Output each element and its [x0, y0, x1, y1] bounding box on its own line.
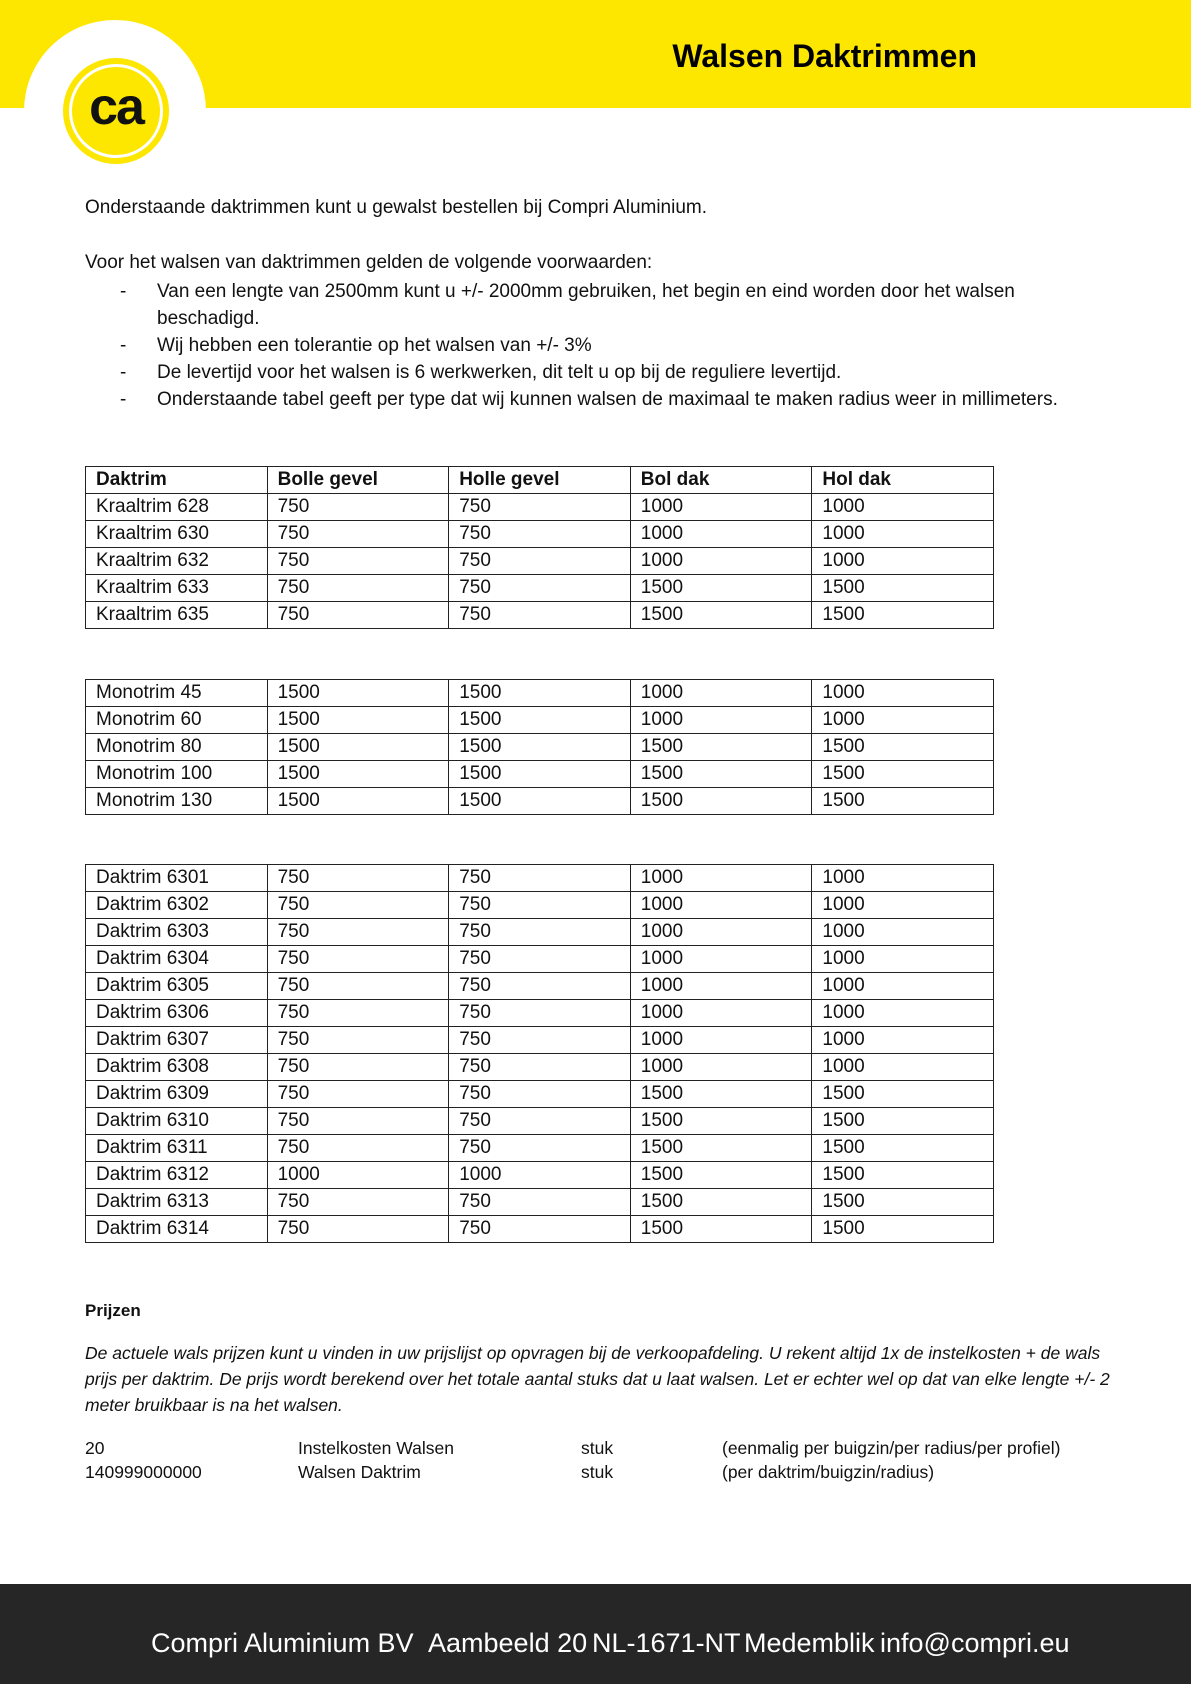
radius-value-cell: 750 — [267, 575, 449, 602]
radius-value-cell: 750 — [449, 548, 631, 575]
trim-name-cell: Kraaltrim 632 — [86, 548, 268, 575]
radius-value-cell: 1000 — [630, 1054, 812, 1081]
radius-value-cell: 750 — [267, 919, 449, 946]
radius-value-cell: 1500 — [630, 1216, 812, 1243]
radius-value-cell: 1500 — [267, 680, 449, 707]
radius-value-cell: 1500 — [812, 734, 994, 761]
radius-value-cell: 1500 — [267, 761, 449, 788]
table-row — [86, 892, 994, 919]
radius-value-cell: 750 — [267, 548, 449, 575]
radius-value-cell: 1500 — [449, 707, 631, 734]
header-cell-holle-gevel: Holle gevel — [449, 467, 631, 494]
radius-value-cell: 750 — [267, 865, 449, 892]
logo-text: ca — [89, 78, 143, 136]
radius-value-cell: 1500 — [630, 602, 812, 629]
radius-value-cell: 1000 — [812, 1054, 994, 1081]
trim-name-cell: Daktrim 6305 — [86, 973, 268, 1000]
table-row — [86, 602, 994, 629]
radius-value-cell: 1000 — [812, 892, 994, 919]
radius-value-cell: 1000 — [812, 1000, 994, 1027]
table-row — [86, 788, 994, 815]
prices-text: De actuele wals prijzen kunt u vinden in uw prijslijst op opvragen bij de verkoopafdeling. U rekent altijd 1x de instelkosten + de wals prijs per daktrim. De prijs wordt berekend over het totale aantal stuks dat u laat walsen. Let er echter wel op dat van elke lengte +/- 2 meter bruikbaar is na het walsen. — [85, 1343, 1110, 1415]
footer-postcode: NL-1671-NT — [592, 1628, 741, 1658]
trim-name-cell: Daktrim 6311 — [86, 1135, 268, 1162]
radius-value-cell: 750 — [449, 494, 631, 521]
trim-name-cell: Monotrim 100 — [86, 761, 268, 788]
radius-value-cell: 1500 — [812, 1162, 994, 1189]
radius-value-cell: 750 — [449, 1216, 631, 1243]
radius-table-kraaltrim — [85, 466, 994, 629]
radius-value-cell: 1500 — [449, 788, 631, 815]
radius-value-cell: 750 — [449, 1189, 631, 1216]
radius-value-cell: 1000 — [630, 973, 812, 1000]
page-title: Walsen Daktrimmen — [672, 38, 977, 74]
radius-value-cell: 1000 — [812, 680, 994, 707]
table-row — [86, 1027, 994, 1054]
radius-value-cell: 750 — [449, 1135, 631, 1162]
table-row — [86, 734, 994, 761]
table-row — [86, 946, 994, 973]
radius-value-cell: 1000 — [630, 919, 812, 946]
table-row — [86, 1162, 994, 1189]
radius-value-cell: 1500 — [812, 602, 994, 629]
condition-item: - De levertijd voor het walsen is 6 werkwerken, dit telt u op bij de reguliere levertijd. — [85, 359, 1105, 386]
table-row — [86, 865, 994, 892]
radius-table-monotrim — [85, 679, 994, 815]
table-row — [86, 1189, 994, 1216]
radius-value-cell: 750 — [449, 1081, 631, 1108]
price-note: (eenmalig per buigzin/per radius/per profiel) — [722, 1438, 1061, 1458]
radius-value-cell: 750 — [449, 892, 631, 919]
footer-email: info@compri.eu — [880, 1628, 1070, 1658]
radius-value-cell: 750 — [449, 521, 631, 548]
radius-value-cell: 750 — [267, 1054, 449, 1081]
conditions-heading: Voor het walsen van daktrimmen gelden de volgende voorwaarden: — [85, 252, 653, 273]
radius-value-cell: 1500 — [449, 734, 631, 761]
radius-value-cell: 750 — [449, 1108, 631, 1135]
radius-value-cell: 1000 — [630, 892, 812, 919]
radius-value-cell: 750 — [449, 865, 631, 892]
header-cell-bol-dak: Bol dak — [630, 467, 812, 494]
trim-name-cell: Daktrim 6306 — [86, 1000, 268, 1027]
radius-value-cell: 750 — [449, 1027, 631, 1054]
radius-value-cell: 750 — [267, 946, 449, 973]
table-row — [86, 1000, 994, 1027]
footer-city: Medemblik — [744, 1628, 875, 1658]
footer-street: Aambeeld 20 — [428, 1628, 588, 1658]
radius-value-cell: 1000 — [812, 973, 994, 1000]
radius-value-cell: 1500 — [630, 761, 812, 788]
trim-name-cell: Monotrim 60 — [86, 707, 268, 734]
radius-value-cell: 1000 — [812, 494, 994, 521]
radius-value-cell: 1000 — [630, 548, 812, 575]
radius-value-cell: 1500 — [812, 1189, 994, 1216]
radius-value-cell: 750 — [449, 575, 631, 602]
table-row — [86, 680, 994, 707]
condition-item: - Van een lengte van 2500mm kunt u +/- 2000mm gebruiken, het begin en eind worden door het walsen beschadigd. — [85, 278, 1105, 332]
table-row — [86, 575, 994, 602]
table-row — [86, 707, 994, 734]
prices-heading: Prijzen — [85, 1301, 141, 1320]
radius-value-cell: 1500 — [812, 1216, 994, 1243]
table-row — [86, 973, 994, 1000]
radius-value-cell: 1000 — [812, 1027, 994, 1054]
table-row — [86, 1054, 994, 1081]
radius-value-cell: 1500 — [449, 761, 631, 788]
radius-value-cell: 1500 — [812, 1081, 994, 1108]
radius-value-cell: 1000 — [630, 707, 812, 734]
radius-value-cell: 1500 — [812, 1108, 994, 1135]
table-row — [86, 919, 994, 946]
radius-table-daktrim — [85, 864, 994, 1243]
radius-value-cell: 1500 — [630, 1135, 812, 1162]
table-row — [86, 521, 994, 548]
radius-value-cell: 750 — [267, 973, 449, 1000]
radius-value-cell: 750 — [449, 973, 631, 1000]
condition-item: - Onderstaande tabel geeft per type dat wij kunnen walsen de maximaal te maken radius weer in millimeters. — [85, 386, 1105, 413]
radius-value-cell: 1500 — [812, 575, 994, 602]
radius-value-cell: 1000 — [812, 521, 994, 548]
radius-value-cell: 1000 — [630, 680, 812, 707]
trim-name-cell: Monotrim 80 — [86, 734, 268, 761]
table-row — [86, 1108, 994, 1135]
radius-value-cell: 1000 — [812, 707, 994, 734]
header-cell-bolle-gevel: Bolle gevel — [267, 467, 449, 494]
header-cell-daktrim: Daktrim — [86, 467, 268, 494]
radius-value-cell: 750 — [449, 1000, 631, 1027]
price-code: 20 — [85, 1438, 105, 1458]
table-row — [86, 1081, 994, 1108]
radius-value-cell: 1500 — [267, 734, 449, 761]
price-unit: stuk — [581, 1438, 614, 1458]
radius-value-cell: 1000 — [812, 946, 994, 973]
price-code: 140999000000 — [85, 1462, 202, 1482]
radius-value-cell: 1000 — [812, 919, 994, 946]
trim-name-cell: Kraaltrim 630 — [86, 521, 268, 548]
table-row — [86, 1216, 994, 1243]
radius-value-cell: 750 — [267, 1081, 449, 1108]
trim-name-cell: Daktrim 6310 — [86, 1108, 268, 1135]
trim-name-cell: Daktrim 6313 — [86, 1189, 268, 1216]
radius-value-cell: 750 — [449, 946, 631, 973]
radius-value-cell: 750 — [267, 521, 449, 548]
radius-value-cell: 1000 — [812, 548, 994, 575]
price-description: Walsen Daktrim — [298, 1462, 421, 1482]
trim-name-cell: Daktrim 6314 — [86, 1216, 268, 1243]
radius-value-cell: 1000 — [630, 521, 812, 548]
radius-value-cell: 1000 — [630, 865, 812, 892]
trim-name-cell: Monotrim 45 — [86, 680, 268, 707]
price-row — [85, 1462, 1135, 1486]
trim-name-cell: Daktrim 6308 — [86, 1054, 268, 1081]
table-row — [86, 1135, 994, 1162]
radius-value-cell: 750 — [267, 1000, 449, 1027]
radius-value-cell: 1500 — [449, 680, 631, 707]
radius-value-cell: 1500 — [630, 788, 812, 815]
radius-value-cell: 1500 — [630, 1189, 812, 1216]
radius-value-cell: 1500 — [812, 1135, 994, 1162]
radius-value-cell: 750 — [267, 892, 449, 919]
header-cell-hol-dak: Hol dak — [812, 467, 994, 494]
radius-value-cell: 750 — [267, 1216, 449, 1243]
radius-value-cell: 1000 — [630, 1027, 812, 1054]
radius-value-cell: 1500 — [812, 761, 994, 788]
trim-name-cell: Daktrim 6307 — [86, 1027, 268, 1054]
trim-name-cell: Daktrim 6304 — [86, 946, 268, 973]
radius-value-cell: 750 — [449, 1054, 631, 1081]
radius-value-cell: 1500 — [267, 788, 449, 815]
radius-value-cell: 750 — [267, 602, 449, 629]
radius-value-cell: 750 — [449, 919, 631, 946]
condition-item: - Wij hebben een tolerantie op het walsen van +/- 3% — [85, 332, 1105, 359]
trim-name-cell: Daktrim 6303 — [86, 919, 268, 946]
radius-value-cell: 1500 — [630, 575, 812, 602]
price-description: Instelkosten Walsen — [298, 1438, 454, 1458]
radius-value-cell: 750 — [267, 1135, 449, 1162]
radius-value-cell: 1000 — [449, 1162, 631, 1189]
trim-name-cell: Daktrim 6302 — [86, 892, 268, 919]
trim-name-cell: Daktrim 6309 — [86, 1081, 268, 1108]
radius-value-cell: 1500 — [267, 707, 449, 734]
radius-value-cell: 1000 — [630, 946, 812, 973]
radius-value-cell: 1000 — [812, 865, 994, 892]
radius-value-cell: 1500 — [630, 1081, 812, 1108]
table-row — [86, 548, 994, 575]
footer-company: Compri Aluminium BV — [151, 1628, 414, 1658]
trim-name-cell: Daktrim 6301 — [86, 865, 268, 892]
radius-value-cell: 750 — [267, 1189, 449, 1216]
trim-name-cell: Kraaltrim 633 — [86, 575, 268, 602]
intro-text: Onderstaande daktrimmen kunt u gewalst bestellen bij Compri Aluminium. — [85, 197, 708, 218]
radius-value-cell: 750 — [267, 1027, 449, 1054]
trim-name-cell: Daktrim 6312 — [86, 1162, 268, 1189]
footer-band — [0, 1584, 1191, 1684]
table-row — [86, 494, 994, 521]
radius-value-cell: 1000 — [267, 1162, 449, 1189]
radius-value-cell: 1500 — [630, 734, 812, 761]
table-row — [86, 761, 994, 788]
table-header-row — [86, 467, 994, 494]
trim-name-cell: Kraaltrim 628 — [86, 494, 268, 521]
radius-value-cell: 1000 — [630, 1000, 812, 1027]
trim-name-cell: Monotrim 130 — [86, 788, 268, 815]
price-note: (per daktrim/buigzin/radius) — [722, 1462, 935, 1482]
radius-value-cell: 1500 — [630, 1162, 812, 1189]
radius-value-cell: 750 — [267, 1108, 449, 1135]
trim-name-cell: Kraaltrim 635 — [86, 602, 268, 629]
price-row — [85, 1438, 1135, 1462]
radius-value-cell: 1000 — [630, 494, 812, 521]
conditions-list — [85, 278, 1105, 413]
radius-value-cell: 1500 — [630, 1108, 812, 1135]
price-unit: stuk — [581, 1462, 614, 1482]
radius-value-cell: 750 — [267, 494, 449, 521]
radius-value-cell: 1500 — [812, 788, 994, 815]
radius-value-cell: 750 — [449, 602, 631, 629]
